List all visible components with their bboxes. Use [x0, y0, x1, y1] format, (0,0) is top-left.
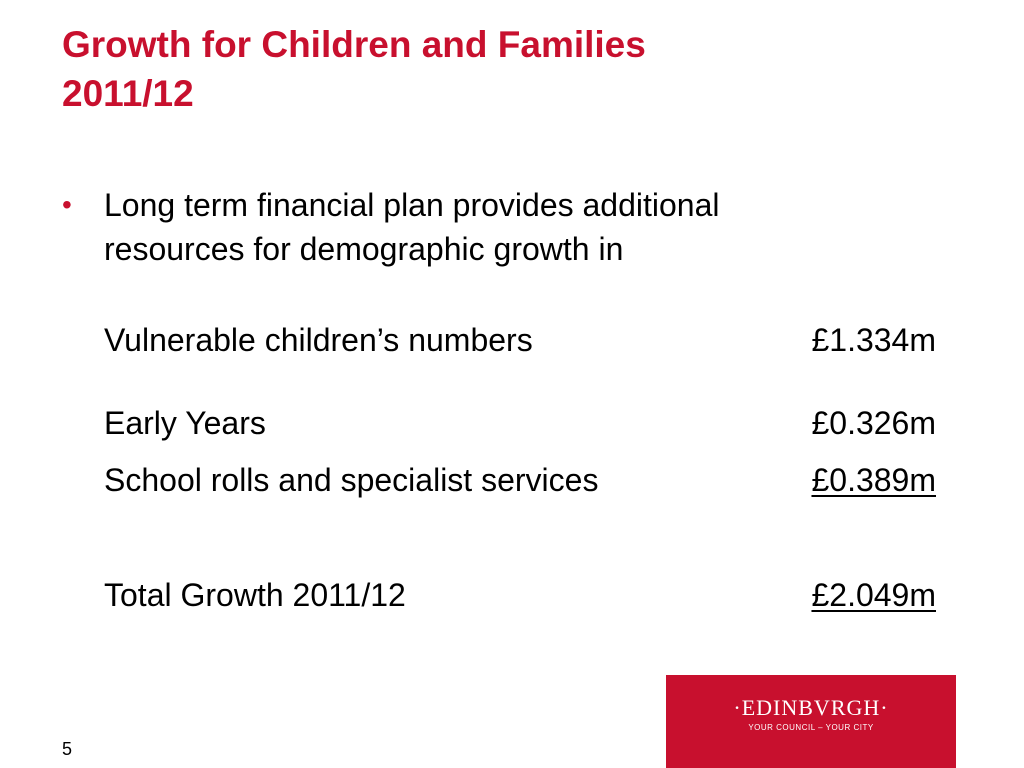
- growth-item-label: School rolls and specialist services: [104, 462, 599, 498]
- bullet-text-line-1: Long term financial plan provides additional: [104, 187, 720, 223]
- growth-item-label: Early Years: [104, 405, 266, 441]
- slide-title-line-2: 2011/12: [62, 73, 194, 114]
- growth-item-amount: £1.334m: [811, 322, 936, 358]
- growth-item-amount: £0.326m: [811, 405, 936, 441]
- slide-title: [62, 20, 962, 118]
- logo-tagline: YOUR COUNCIL – YOUR CITY: [748, 723, 874, 732]
- bullet-text-line-2: resources for demographic growth in: [104, 231, 624, 267]
- growth-item-amount: £0.389m: [811, 462, 936, 498]
- growth-item-label: Vulnerable children’s numbers: [104, 322, 533, 358]
- page-number: 5: [62, 739, 73, 759]
- total-growth-label: Total Growth 2011/12: [104, 577, 406, 613]
- bullet-text: [104, 183, 924, 271]
- growth-item-early-years: [104, 403, 936, 443]
- slide-title-line-1: Growth for Children and Families: [62, 24, 646, 65]
- total-growth-row: [104, 575, 936, 615]
- edinburgh-council-logo: [666, 675, 956, 768]
- bullet-icon: •: [62, 189, 72, 220]
- growth-item-vulnerable-children: [104, 320, 936, 360]
- total-growth-amount: £2.049m: [811, 577, 936, 613]
- logo-name: ·EDINBVRGH·: [733, 695, 889, 720]
- growth-item-school-rolls: [104, 460, 936, 500]
